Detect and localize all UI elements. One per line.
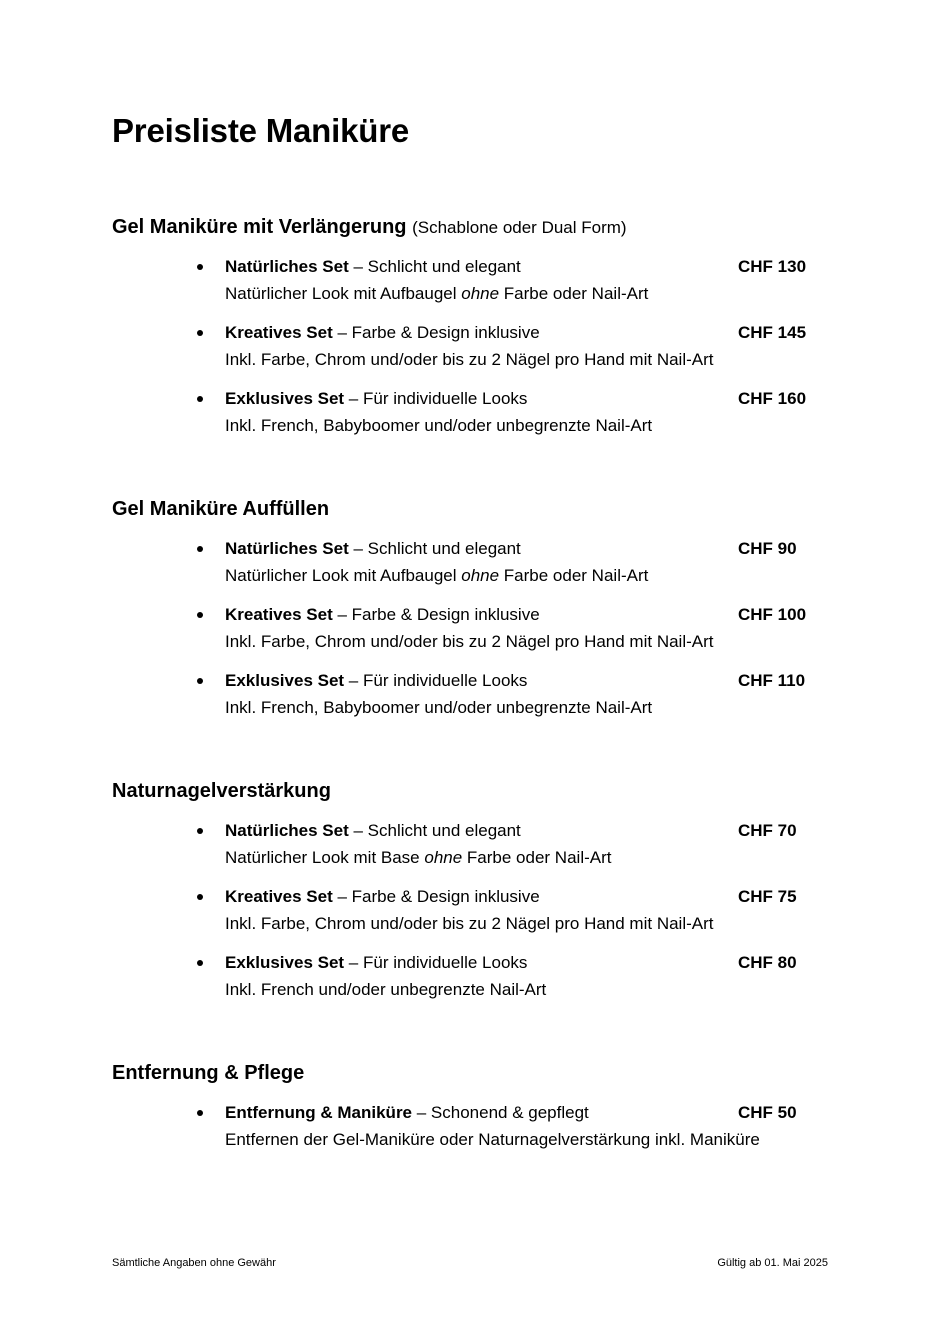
item-tagline: – Schlicht und elegant (348, 539, 521, 558)
list-item (112, 385, 832, 451)
item-name: Kreatives Set (225, 887, 333, 906)
section-heading-text: Gel Maniküre mit Verlängerung (112, 216, 407, 238)
item-price: CHF 100 (738, 605, 807, 624)
list-item (112, 949, 832, 1015)
price-list (112, 253, 832, 451)
item-name: Exklusives Set (225, 953, 345, 972)
price-list (112, 535, 832, 733)
footer-disclaimer: Sämtliche Angaben ohne Gewähr (112, 1257, 276, 1269)
section-entfernung-pflege (112, 1058, 832, 1165)
item-price: CHF 90 (738, 539, 797, 558)
item-description-emphasis: ohne (461, 566, 500, 585)
page-title: Preisliste Maniküre (112, 112, 410, 149)
item-description-text: Natürlicher Look mit Aufbaugel (225, 284, 462, 303)
item-tagline: – Farbe & Design inklusive (332, 323, 540, 342)
list-item (112, 883, 832, 949)
item-description-emphasis: ohne (424, 848, 463, 867)
footer-valid-date: Gültig ab 01. Mai 2025 (717, 1257, 828, 1269)
item-description (225, 844, 611, 871)
list-item (112, 535, 832, 601)
item-price: CHF 70 (738, 821, 797, 840)
item-price: CHF 145 (738, 323, 807, 342)
bullet-icon (197, 612, 203, 618)
bullet-icon (197, 396, 203, 402)
item-name: Natürliches Set (225, 257, 349, 276)
item-description-emphasis: ohne (461, 284, 500, 303)
item-description (225, 910, 713, 937)
item-description-text: Natürlicher Look mit Base (225, 848, 425, 867)
item-description-text: Inkl. French, Babyboomer und/oder unbegrenzte Nail-Art (225, 416, 653, 435)
item-tagline: – Für individuelle Looks (344, 671, 528, 690)
item-description (225, 412, 652, 439)
list-item (112, 817, 832, 883)
item-title (225, 667, 527, 694)
item-name: Exklusives Set (225, 389, 345, 408)
bullet-icon (197, 894, 203, 900)
item-description (225, 280, 648, 307)
price-list (112, 1099, 832, 1165)
bullet-icon (197, 1110, 203, 1116)
list-item (112, 319, 832, 385)
price-list (112, 817, 832, 1015)
item-name: Entfernung & Maniküre (225, 1103, 413, 1122)
item-description (225, 694, 652, 721)
item-name: Exklusives Set (225, 671, 345, 690)
bullet-icon (197, 330, 203, 336)
item-description-text: Farbe oder Nail-Art (499, 284, 649, 303)
item-description (225, 562, 648, 589)
section-heading (112, 212, 832, 242)
item-price: CHF 160 (738, 389, 807, 408)
item-description-text: Natürlicher Look mit Aufbaugel (225, 566, 462, 585)
bullet-icon (197, 546, 203, 552)
item-description (225, 628, 713, 655)
item-description-text: Farbe oder Nail-Art (499, 566, 649, 585)
item-description (225, 1126, 760, 1153)
list-item (112, 667, 832, 733)
section-heading-text: Gel Maniküre Auffüllen (112, 498, 330, 520)
item-description (225, 346, 713, 373)
item-title (225, 949, 527, 976)
bullet-icon (197, 678, 203, 684)
section-heading-text: Naturnagelverstärkung (112, 780, 331, 802)
list-item (112, 253, 832, 319)
section-heading (112, 1058, 832, 1088)
item-description-text: Inkl. French und/oder unbegrenzte Nail-Art (225, 980, 547, 999)
item-price: CHF 75 (738, 887, 797, 906)
item-tagline: – Schonend & gepflegt (412, 1103, 589, 1122)
section-heading-note: (Schablone oder Dual Form) (412, 218, 627, 237)
section-naturnagelverstaerkung (112, 776, 832, 1015)
bullet-icon (197, 264, 203, 270)
item-name: Natürliches Set (225, 539, 349, 558)
section-heading (112, 776, 832, 806)
item-title (225, 385, 527, 412)
item-description-text: Inkl. Farbe, Chrom und/oder bis zu 2 Nägel pro Hand mit Nail-Art (225, 914, 714, 933)
item-price: CHF 80 (738, 953, 797, 972)
item-price: CHF 130 (738, 257, 807, 276)
section-heading (112, 494, 832, 524)
item-name: Kreatives Set (225, 605, 333, 624)
item-title (225, 1099, 589, 1126)
item-price: CHF 110 (738, 671, 806, 690)
item-description-text: Farbe oder Nail-Art (462, 848, 612, 867)
item-title (225, 817, 521, 844)
section-gel-auffuellen (112, 494, 832, 733)
section-gel-verlaengerung (112, 212, 832, 451)
item-tagline: – Farbe & Design inklusive (332, 887, 540, 906)
item-title (225, 883, 540, 910)
section-heading-text: Entfernung & Pflege (112, 1062, 305, 1084)
item-name: Natürliches Set (225, 821, 349, 840)
item-tagline: – Für individuelle Looks (344, 389, 528, 408)
item-price: CHF 50 (738, 1103, 797, 1122)
bullet-icon (197, 960, 203, 966)
list-item (112, 1099, 832, 1165)
item-description (225, 976, 546, 1003)
item-description-text: Inkl. Farbe, Chrom und/oder bis zu 2 Nägel pro Hand mit Nail-Art (225, 632, 714, 651)
item-tagline: – Schlicht und elegant (348, 257, 521, 276)
item-description-text: Inkl. French, Babyboomer und/oder unbegrenzte Nail-Art (225, 698, 653, 717)
item-title (225, 535, 521, 562)
item-tagline: – Farbe & Design inklusive (332, 605, 540, 624)
bullet-icon (197, 828, 203, 834)
item-description-text: Entfernen der Gel-Maniküre oder Naturnagelverstärkung inkl. Maniküre (225, 1130, 760, 1149)
item-title (225, 253, 521, 280)
item-title (225, 601, 540, 628)
item-tagline: – Schlicht und elegant (348, 821, 521, 840)
item-title (225, 319, 540, 346)
item-tagline: – Für individuelle Looks (344, 953, 528, 972)
list-item (112, 601, 832, 667)
item-name: Kreatives Set (225, 323, 333, 342)
item-description-text: Inkl. Farbe, Chrom und/oder bis zu 2 Nägel pro Hand mit Nail-Art (225, 350, 714, 369)
